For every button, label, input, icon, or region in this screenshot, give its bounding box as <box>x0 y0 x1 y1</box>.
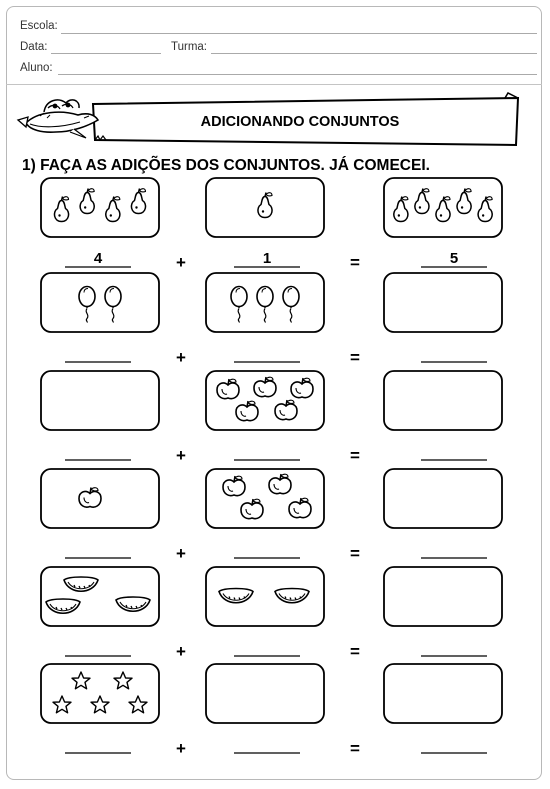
equals-sign: = <box>350 253 360 272</box>
right-set-box[interactable] <box>206 664 324 723</box>
left-set-box[interactable] <box>41 371 159 430</box>
result-set-box[interactable] <box>384 567 502 626</box>
school-label: Escola: <box>20 20 58 32</box>
result-set-box[interactable] <box>384 469 502 528</box>
mascot-illustration <box>18 100 98 138</box>
left-set-box <box>41 273 159 332</box>
answer-number: 4 <box>93 250 103 267</box>
exercise-row <box>41 178 502 272</box>
plus-sign: + <box>176 348 186 367</box>
title-banner <box>93 93 518 145</box>
worksheet-title: ADICIONANDO CONJUNTOS <box>200 114 400 130</box>
result-set-box[interactable] <box>384 664 502 723</box>
equals-sign: = <box>350 544 360 563</box>
instruction-text: 1) FAÇA AS ADIÇÕES DOS CONJUNTOS. JÁ COMECEI. <box>22 157 430 174</box>
plus-sign: + <box>176 446 186 465</box>
plus-sign: + <box>176 544 186 563</box>
exercise-row <box>41 567 502 661</box>
exercise-row <box>41 371 502 465</box>
student-label: Aluno: <box>20 62 53 74</box>
equals-sign: = <box>350 446 360 465</box>
plus-sign: + <box>176 739 186 758</box>
equals-sign: = <box>350 348 360 367</box>
exercise-row <box>41 273 502 367</box>
equals-sign: = <box>350 739 360 758</box>
equals-sign: = <box>350 642 360 661</box>
left-set-box <box>41 664 159 723</box>
plus-sign: + <box>176 642 186 661</box>
result-set-box[interactable] <box>384 273 502 332</box>
plus-sign: + <box>176 253 186 272</box>
result-set-box[interactable] <box>384 371 502 430</box>
date-label: Data: <box>20 41 48 53</box>
answer-number: 1 <box>262 250 272 267</box>
exercise-row <box>41 664 502 758</box>
answer-number: 5 <box>449 250 459 267</box>
class-label: Turma: <box>171 41 207 53</box>
left-set-box <box>41 567 159 626</box>
exercise-row <box>41 469 502 563</box>
exercise-rows <box>41 178 502 758</box>
